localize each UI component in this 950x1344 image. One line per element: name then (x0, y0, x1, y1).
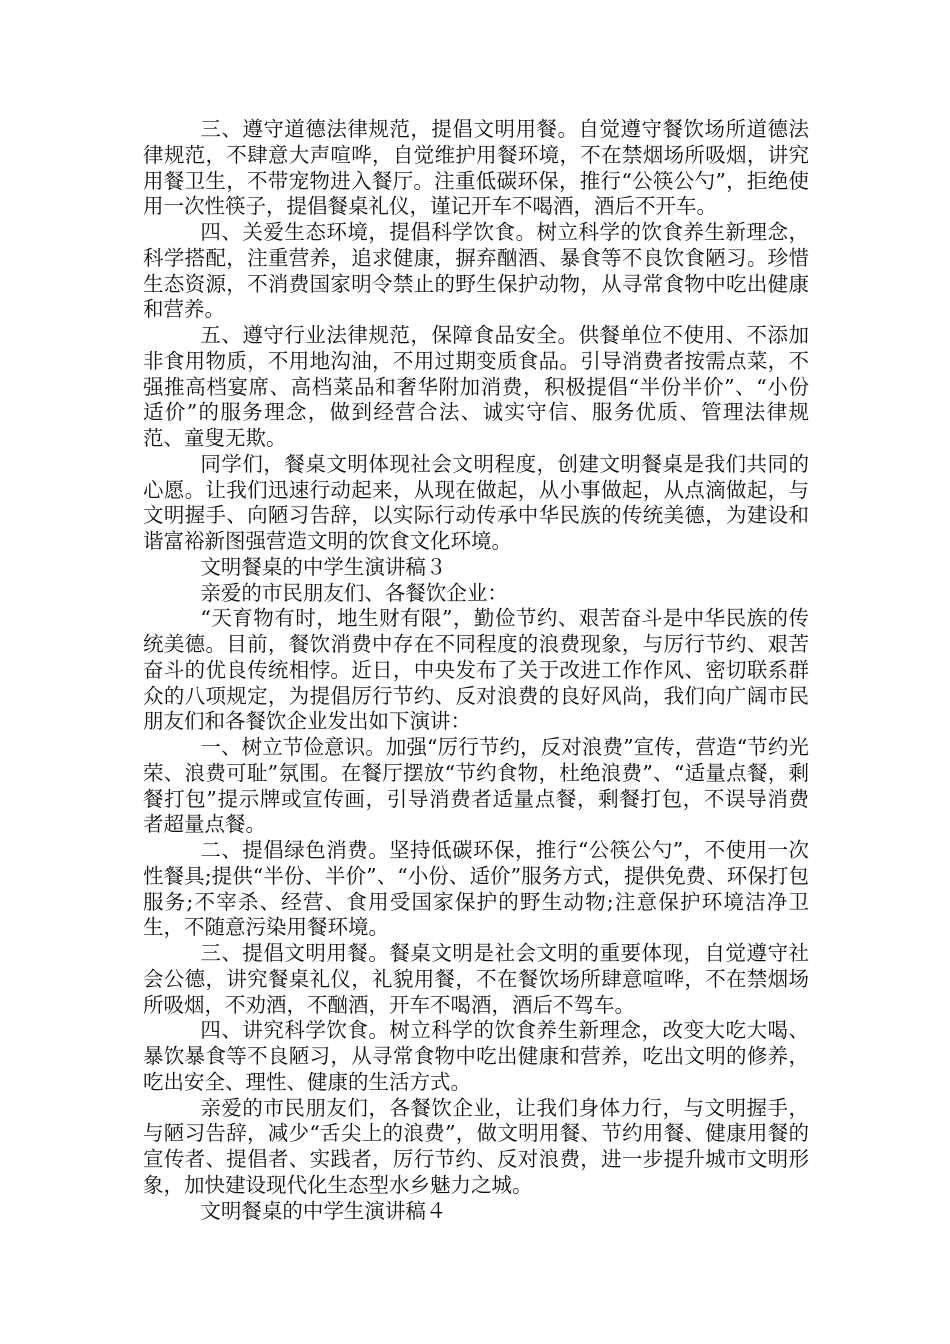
paragraph-conclusion: 亲爱的市民朋友们，各餐饮企业，让我们身体力行，与文明握手，与陋习告辞，减少“舌尖上的浪费”，做文明用餐、节约用餐、健康用餐的宣传者、提倡者、实践者，厉行节约、反对浪费，进一步提升城市文明形象，加快建设现代化生态型水乡魅力之城。 (143, 1095, 809, 1197)
paragraph-rule-3: 三、遵守道德法律规范，提倡文明用餐。自觉遵守餐饮场所道德法律规范，不肆意大声喧哗，自觉维护用餐环境，不在禁烟场所吸烟，讲究用餐卫生，不带宠物进入餐厅。注重低碳环保，推行“公筷公勺”，拒绝使用一次性筷子，提倡餐桌礼仪，谨记开车不喝酒，酒后不开车。 (143, 117, 809, 219)
paragraph-closing: 同学们，餐桌文明体现社会文明程度，创建文明餐桌是我们共同的心愿。让我们迅速行动起来，从现在做起，从小事做起，从点滴做起，与文明握手、向陋习告辞，以实际行动传承中华民族的传统美德，为建设和谐富裕新图强营造文明的饮食文化环境。 (143, 451, 809, 553)
salutation: 亲爱的市民朋友们、各餐饮企业： (200, 580, 508, 605)
paragraph-point-3: 三、提倡文明用餐。餐桌文明是社会文明的重要体现，自觉遵守社会公德，讲究餐桌礼仪，礼貌用餐，不在餐饮场所肆意喧哗，不在禁烟场所吸烟，不劝酒，不酗酒，开车不喝酒，酒后不驾车。 (143, 941, 809, 1017)
section-heading-4: 文明餐桌的中学生演讲稿４ (200, 1198, 447, 1223)
document-body (143, 117, 809, 1224)
paragraph-intro: “天育物有时，地生财有限”，勤俭节约、艰苦奋斗是中华民族的传统美德。目前，餐饮消费中存在不同程度的浪费现象，与厉行节约、艰苦奋斗的优良传统相悖。近日，中央发布了关于改进工作作风、密切联系群众的八项规定，为提倡厉行节约、反对浪费的良好风尚，我们向广阔市民朋友们和各餐饮企业发出如下演讲： (143, 606, 809, 734)
paragraph-rule-4: 四、关爱生态环境，提倡科学饮食。树立科学的饮食养生新理念，科学搭配，注重营养，追求健康，摒弃酗酒、暴食等不良饮食陋习。珍惜生态资源，不消费国家明令禁止的野生保护动物，从寻常食物中吃出健康和营养。 (143, 220, 809, 322)
paragraph-rule-5: 五、遵守行业法律规范，保障食品安全。供餐单位不使用、不添加非食用物质，不用地沟油，不用过期变质食品。引导消费者按需点菜，不强推高档宴席、高档菜品和奢华附加消费，积极提倡“半份半价”、“小份适价”的服务理念，做到经营合法、诚实守信、服务优质、管理法律规范、童叟无欺。 (143, 323, 809, 450)
paragraph-point-2: 二、提倡绿色消费。坚持低碳环保，推行“公筷公勺”，不使用一次性餐具;提供“半份、半价”、“小份、适价”服务方式，提供免费、环保打包服务;不宰杀、经营、食用受国家保护的野生动物;注意保护环境洁净卫生，不随意污染用餐环境。 (143, 838, 809, 940)
paragraph-point-4: 四、讲究科学饮食。树立科学的饮食养生新理念，改变大吃大喝、暴饮暴食等不良陋习，从寻常食物中吃出健康和营养，吃出文明的修养，吃出安全、理性、健康的生活方式。 (143, 1018, 809, 1094)
paragraph-point-1: 一、树立节俭意识。加强“厉行节约，反对浪费”宣传，营造“节约光荣、浪费可耻”氛围。在餐厅摆放“节约食物，杜绝浪费”、“适量点餐，剩餐打包”提示牌或宣传画，引导消费者适量点餐，剩餐打包，不误导消费者超量点餐。 (143, 735, 809, 837)
section-heading-3: 文明餐桌的中学生演讲稿３ (200, 554, 447, 579)
